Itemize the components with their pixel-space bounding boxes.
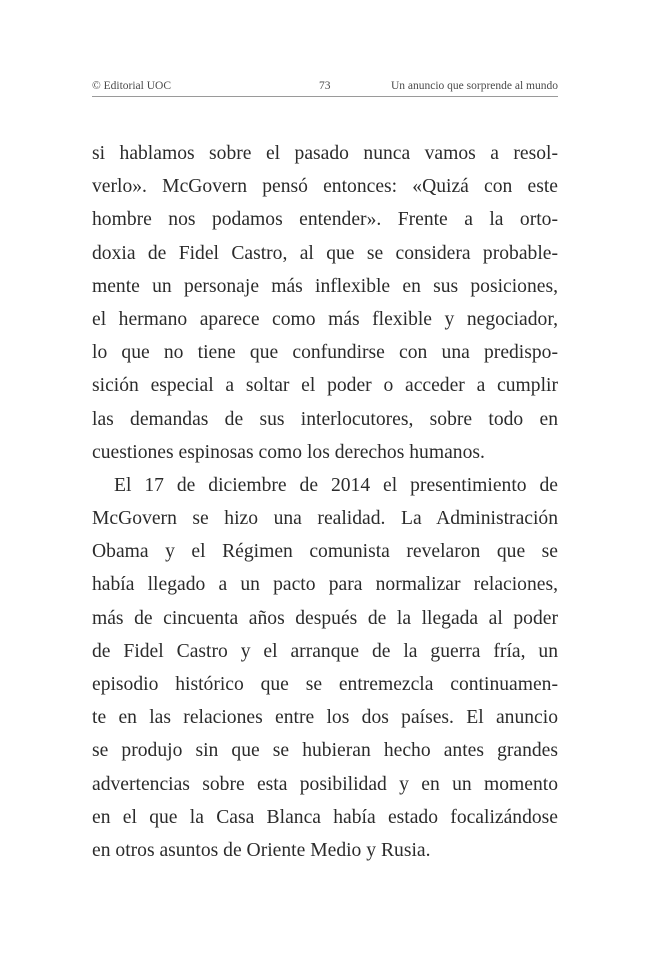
text-line: episodio histórico que se entremezcla continuamen- bbox=[92, 674, 558, 695]
text-line: Obama y el Régimen comunista revelaron que se bbox=[92, 541, 558, 563]
text-line: lo que no tiene que confundirse con una predispo- bbox=[92, 342, 558, 364]
paragraph-2 bbox=[92, 469, 558, 867]
text-line: doxia de Fidel Castro, al que se considera probable- bbox=[92, 242, 558, 264]
text-line: cuestiones espinosas como los derechos humanos. bbox=[92, 441, 485, 463]
text-line: El 17 de diciembre de 2014 el presentimiento de bbox=[114, 474, 558, 496]
text-line: en el que la Casa Blanca había estado focalizándose bbox=[92, 806, 558, 828]
text-line: verlo». McGovern pensó entonces: «Quizá con este bbox=[92, 176, 558, 198]
body-text bbox=[92, 137, 558, 867]
paragraph-1 bbox=[92, 137, 558, 469]
text-line: McGovern se hizo una realidad. La Administración bbox=[92, 508, 558, 530]
text-line: advertencias sobre esta posibilidad y en un momento bbox=[92, 773, 558, 795]
chapter-title: Un anuncio que sorprende al mundo bbox=[390, 80, 558, 92]
running-header bbox=[92, 80, 558, 97]
text-line: más de cincuenta años después de la llegada al poder bbox=[92, 607, 558, 629]
text-line: el hermano aparece como más flexible y negociador, bbox=[92, 308, 558, 330]
text-line: sición especial a soltar el poder o acceder a cumplir bbox=[92, 375, 558, 397]
text-line: las demandas de sus interlocutores, sobre todo en bbox=[92, 408, 558, 430]
text-line: se produjo sin que se hubieran hecho antes grandes bbox=[92, 740, 558, 762]
text-line: en otros asuntos de Oriente Medio y Rusia. bbox=[92, 839, 431, 861]
text-line: te en las relaciones entre los dos países. El anuncio bbox=[92, 707, 558, 729]
text-line: hombre nos podamos entender». Frente a la orto- bbox=[92, 209, 558, 231]
header-publisher: © Editorial UOC bbox=[92, 80, 172, 92]
text-line: de Fidel Castro y el arranque de la guerra fría, un bbox=[92, 640, 558, 662]
text-line: había llegado a un pacto para normalizar relaciones, bbox=[92, 574, 558, 596]
page-number: 73 bbox=[319, 80, 331, 92]
text-line: si hablamos sobre el pasado nunca vamos a resol- bbox=[92, 143, 558, 164]
text-line: mente un personaje más inflexible en sus posiciones, bbox=[92, 275, 558, 297]
